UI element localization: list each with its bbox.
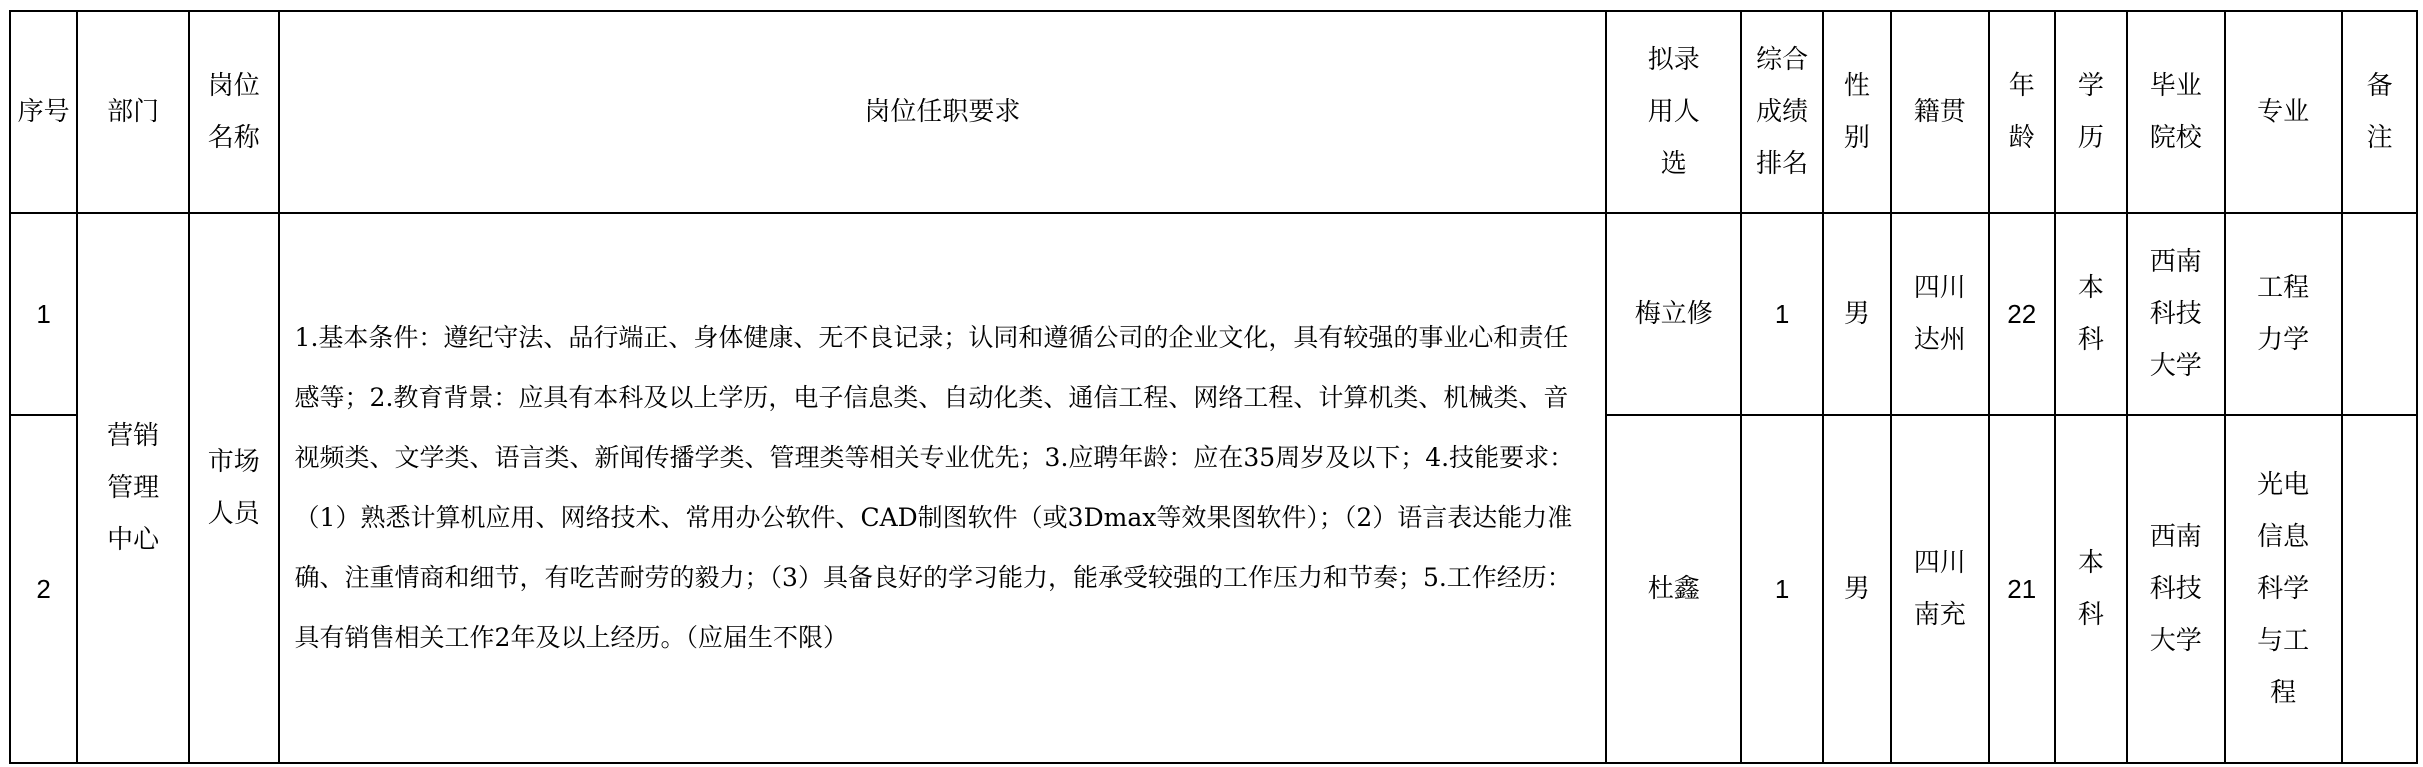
table-row (10, 213, 2417, 415)
header-remarks: 备注 (2342, 11, 2417, 213)
header-gender: 性别 (1823, 11, 1891, 213)
position-cell: 市场人员 (189, 213, 279, 763)
row-education: 本科 (2055, 415, 2127, 763)
row-major: 工程力学 (2225, 213, 2342, 415)
header-school: 毕业院校 (2127, 11, 2225, 213)
row-remarks (2342, 213, 2417, 415)
row-age: 21 (1989, 415, 2055, 763)
header-major: 专业 (2225, 11, 2342, 213)
header-position: 岗位名称 (189, 11, 279, 213)
row-seq: 2 (10, 415, 77, 763)
header-row (10, 11, 2417, 213)
row-remarks (2342, 415, 2417, 763)
row-age: 22 (1989, 213, 2055, 415)
row-rank: 1 (1741, 213, 1822, 415)
header-native: 籍贯 (1891, 11, 1989, 213)
row-school: 西南科技大学 (2127, 213, 2225, 415)
header-requirements: 岗位任职要求 (279, 11, 1607, 213)
row-seq: 1 (10, 213, 77, 415)
row-major: 光电信息科学与工程 (2225, 415, 2342, 763)
row-rank: 1 (1741, 415, 1822, 763)
row-gender: 男 (1823, 415, 1891, 763)
row-native: 四川南充 (1891, 415, 1989, 763)
recruitment-table (9, 10, 2418, 764)
row-candidate: 梅立修 (1606, 213, 1741, 415)
row-education: 本科 (2055, 213, 2127, 415)
header-education: 学历 (2055, 11, 2127, 213)
header-rank: 综合成绩排名 (1741, 11, 1822, 213)
row-gender: 男 (1823, 213, 1891, 415)
header-dept: 部门 (77, 11, 189, 213)
dept-cell: 营销管理中心 (77, 213, 189, 763)
row-native: 四川达州 (1891, 213, 1989, 415)
requirements-cell: 1.基本条件：遵纪守法、品行端正、身体健康、无不良记录；认同和遵循公司的企业文化，具有较强的事业心和责任感等；2.教育背景：应具有本科及以上学历，电子信息类、自动化类、通信工程、网络工程、计算机类、机械类、音视频类、文学类、语言类、新闻传播学类、管理类等相关专业优先；3.应聘年龄：应在35周岁及以下；4.技能要求：（1）熟悉计算机应用、网络技术、常用办公软件、CAD制图软件（或3Dmax等效果图软件）；（2）语言表达能力准确、注重情商和细节，有吃苦耐劳的毅力；（3）具备良好的学习能力，能承受较强的工作压力和节奏；5.工作经历：具有销售相关工作2年及以上经历。（应届生不限） (279, 213, 1607, 763)
header-seq: 序号 (10, 11, 77, 213)
row-school: 西南科技大学 (2127, 415, 2225, 763)
header-age: 年龄 (1989, 11, 2055, 213)
row-candidate: 杜鑫 (1606, 415, 1741, 763)
header-candidate: 拟录用人选 (1606, 11, 1741, 213)
